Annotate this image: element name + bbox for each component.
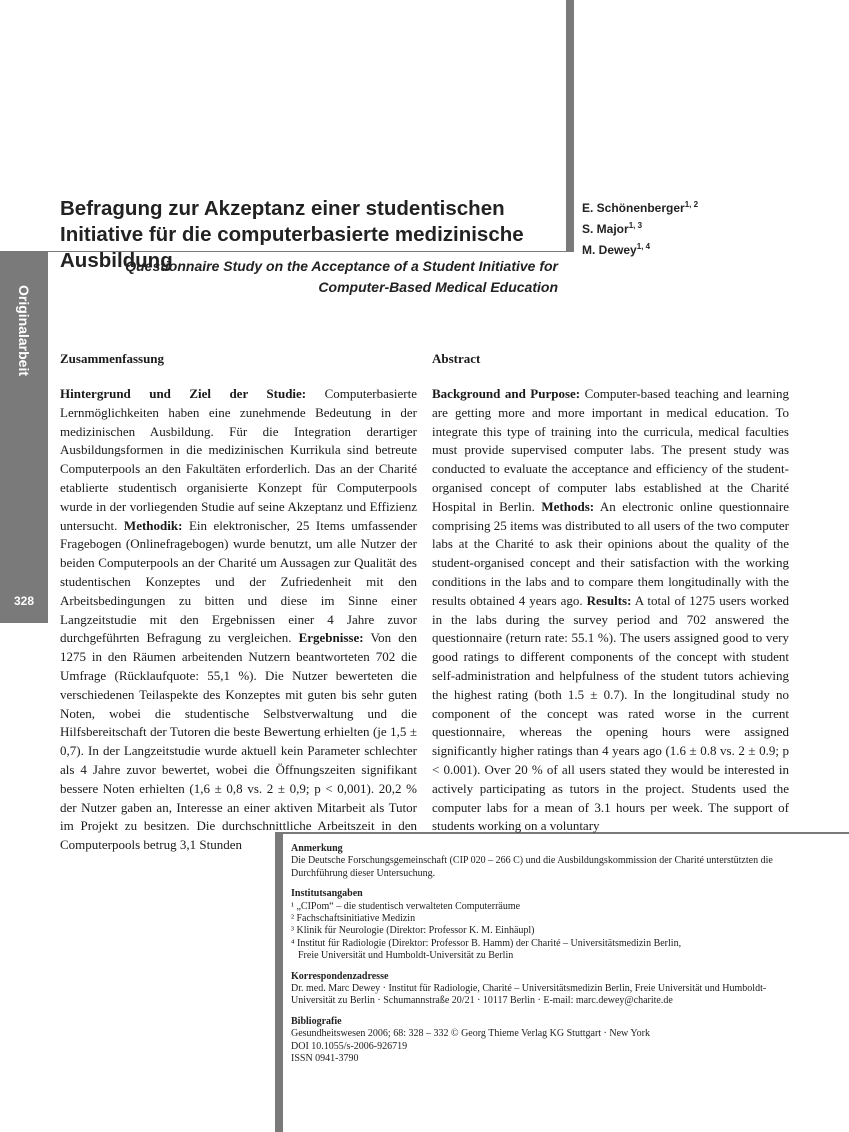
institutsangaben-section: Institutsangaben ¹ „CIPom“ – die studentisch verwalteten Computerräume ² Fachschaftsinitiative Medizin ³ Klinik für Neurologie (Direktor: Professor K. M. Einhäupl) ⁴ Institut für Radiologie (Direktor: Professor B. Hamm) der Charité – Universitätsmedizin Berlin, Freie Universität und Humboldt-Universität zu Berlin [291, 888, 682, 962]
anmerkung-section: Anmerkung Die Deutsche Forschungsgemeinschaft (CIP 020 – 266 C) und die Ausbildungskommission der Charité unterstützten die Durchführung dieser Untersuchung. [291, 843, 773, 879]
author-entry: E. Schönenberger$^{1, 2}$ [582, 200, 699, 215]
top-divider-bar [566, 0, 574, 252]
article-info-box [291, 843, 791, 1074]
author-entry: M. Dewey$^{1, 4}$ [582, 242, 651, 257]
info-box-left-bar [275, 832, 283, 1132]
side-tab-label: Originalarbeit [16, 285, 32, 377]
author-entry: S. Major$^{1, 3}$ [582, 221, 643, 236]
page-number: 328 [13, 594, 35, 608]
zusammenfassung-heading: Zusammenfassung [60, 351, 165, 366]
author-list [582, 196, 782, 259]
article-title-german: Befragung zur Akzeptanz einer studentischen Initiative für die computerbasierte medizinische Ausbildung [60, 197, 524, 272]
abstract-heading: Abstract [432, 351, 481, 366]
article-title-english: Questionnaire Study on the Acceptance of a Student Initiative for Computer-Based Medical Education [125, 258, 558, 295]
bibliografie-section: Bibliografie Gesundheitswesen 2006; 68: 328 – 332 © Georg Thieme Verlag KG Stuttgart · New York DOI 10.1055/s-2006-926719 ISSN 0941-3790 [291, 1015, 650, 1065]
korrespondenz-section: Korrespondenzadresse Dr. med. Marc Dewey · Institut für Radiologie, Charité – Universitätsmedizin Berlin, Freie Universität und Humboldt-Universität zu Berlin · Schumannstraße 20/21 · 10117 Berlin · E-mail: marc.dewey@charite.de [291, 970, 767, 1007]
abstract-text: Background and Purpose: Computer-based teaching and learning are getting more and more important in medical education. To integrate this type of training into the curricula, medical faculties must provide supervised computer labs. The present study was conducted to evaluate the acceptance and efficiency of the student-organised concept of computer labs established at the Charité Hospital in Berlin. Methods: An electronic online questionnaire comprising 25 items was distributed to all users of the two computer labs at the Charité to ask their opinions about the quality of the student-organised concept and their satisfaction with the working conditions in the labs and to compare them longitudinally with the results obtained 4 years ago. Results: A total of 1275 users worked in the labs during the survey period and 702 answered the questionnaire (return rate: 55.1 %). The users assigned good to very good ratings to different components of the concept with student self-administration and helpfulness of the student tutors achieving the highest rating (both 1.5 ± 0.7). In the longitudinal study no component of the concept was rated worse in the current questionnaire, whereas the opening hours were assigned significantly higher ratings than 4 years ago (1.6 ± 0.8 vs. 2 ± 0.9; p < 0.001). Over 20 % of all users stated they would be interested in actively participating as tutors in the project. Students used the computer labs for a mean of 3.1 hours per week. The support of students working on a voluntary [432, 386, 790, 834]
zusammenfassung-text: Hintergrund und Ziel der Studie: Computerbasierte Lernmöglichkeiten haben eine zunehmende Bedeutung in der medizinischen Ausbildung. Für die Integration derartiger Ausbildungsformen in die medizinischen Kurrikula sind betreute Computerpools an den Fakultäten erforderlich. Das an der Charité etablierte studentisch organisierte Konzept für Computerpools wurde in der vorliegenden Studie auf seine Akzeptanz und Effizienz untersucht. Methodik: Ein elektronischer, 25 Items umfassender Fragebogen (Onlinefragebogen) wurde benutzt, um alle Nutzer der beiden Computerpools an der Charité um Aussagen zur Qualität des studentischen Konzeptes und der Zufriedenheit mit den Arbeitsbedingungen zu bitten und diese im Sinne einer Langzeitstudie mit den Ergebnissen einer 4 Jahre zuvor durchgeführten Befragung zu vergleichen. Ergebnisse: Von den 1275 in den Räumen arbeitenden Nutzern beantworteten 702 die Umfrage (Rücklaufquote: 55,1 %). Die Nutzer bewerteten die verschiedenen Teilaspekte des Konzeptes mit guten bis sehr guten Noten, wobei die studentische Selbstverwaltung und die Hilfsbereitschaft der Tutoren die beste Bewertung erhielten (je 1,5 ± 0,7). In der Langzeitstudie wurde aktuell kein Parameter schlechter als 4 Jahre zuvor bewertet, wobei die Öffnungszeiten signifikant bessere Noten erhielten (1,6 ± 0,8 vs. 2 ± 0,9; p < 0,001). 20,2 % der Nutzer gaben an, Interesse an einer aktiven Mitarbeit als Tutor im Projekt zu besitzen. Die durchschnittliche Arbeitszeit in den Computerpools betrug 3,1 Stunden [60, 386, 418, 853]
